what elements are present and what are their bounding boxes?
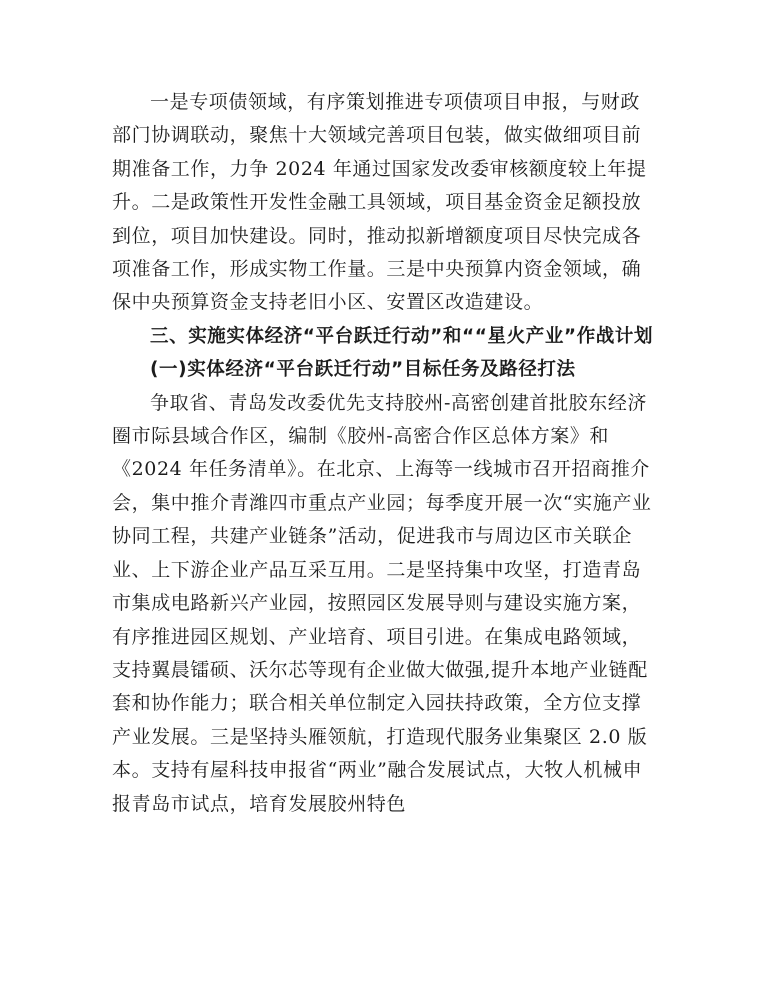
section-heading-3: 三、实施实体经济“平台跃迁行动”和““星火产业”作战计划 [150, 325, 654, 347]
paragraph-platform-action: 争取省、青岛发改委优先支持胶州-高密创建首批胶东经济圈市际县域合作区，编制《胶州-高密合作区总体方案》和《2024 年任务清单》。在北京、上海等一线城市召开招商推介会，集中推介青潍四市重点产业园；每季度开展一次“实施产业协同工程，共建产业链条”活动，促进我市与周边区市关联企业、上下游企业产品互采互用。二是坚持集中攻坚，打造青岛市集成电路新兴产业园，按照园区发展导则与建设实施方案，有序推进园区规划、产业培育、项目引进。在集成电路领域，支持翼晨镭硕、沃尔芯等现有企业做大做强,提升本地产业链配套和协作能力；联合相关单位制定入园扶持政策，全方位支撑产业发展。三是坚持头雁领航，打造现代服务业集聚区 2.0 版本。支持有屋科技申报省“两业”融合发展试点，大牧人机械申报青岛市试点，培育发展胶州特色 [112, 391, 652, 815]
paragraph-special-bonds: 一是专项债领域，有序策划推进专项债项目申报，与财政部门协调联动，聚焦十大领域完善项目包装，做实做细项目前期准备工作，力争 2024 年通过国家发改委审核额度较上年提升。二是政策性开发性金融工具领域，项目基金资金足额投放到位，项目加快建设。同时，推动拟新增额度项目尽快完成各项准备工作，形成实物工作量。三是中央预算内资金领域，确保中央预算资金支持老旧小区、安置区改造建设。 [112, 91, 647, 314]
subsection-heading-1: (一)实体经济“平台跃迁行动”目标任务及路径打法 [150, 359, 576, 381]
document-body [112, 86, 658, 821]
